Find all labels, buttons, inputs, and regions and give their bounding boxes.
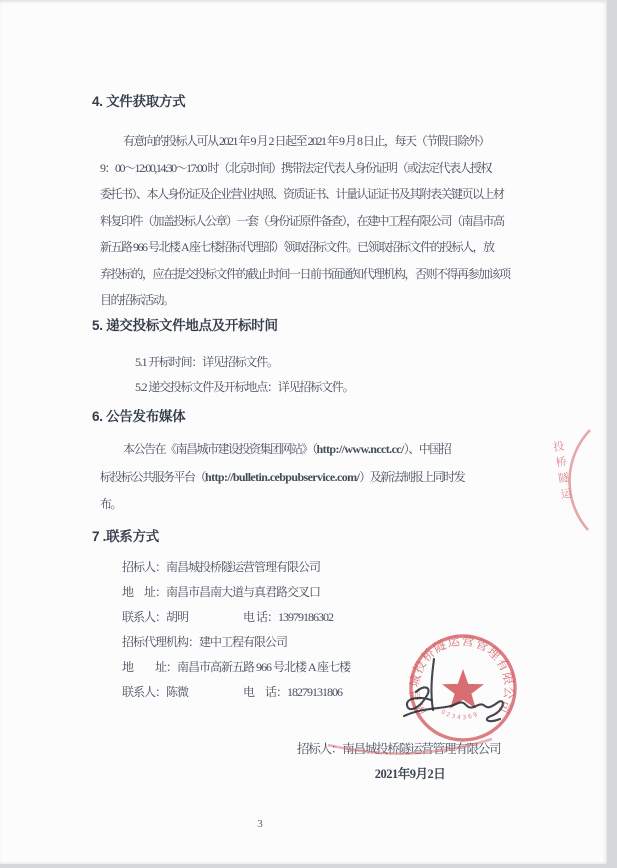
partial-seal-characters: 投桥隧运	[550, 439, 573, 505]
contact-block	[122, 555, 350, 705]
section6-heading: 6. 公告发布媒体	[92, 409, 186, 424]
handwritten-signature	[396, 654, 514, 732]
text-fragment: 本公告在《南昌城市建设投资集团网站》（	[123, 442, 317, 456]
website-url: http://bulletin.cebpubservice.com/	[205, 469, 360, 484]
paragraph-line: 料复印件（加盖投标人公章）一套（身份证原件备查），在建中工程有限公司（南昌市高	[100, 213, 504, 228]
text-fragment: ）及新法制报上同时发	[359, 469, 465, 484]
tenderer-address-line: 地 址：南昌市昌南大道与真君路交叉口	[122, 585, 321, 599]
agency-contact-line: 联系人：陈微 电 话：18279131806	[122, 685, 343, 699]
section4-paragraph	[100, 128, 536, 314]
paragraph-line: 委托书）、本人身份证及企业营业执照、资质证书、计量认证证书及其附表关键页以上材	[100, 187, 504, 201]
website-url: http://www.ncct.cc/	[316, 442, 404, 456]
tenderer-name-line: 招标人：南昌城投桥隧运营管理有限公司	[122, 560, 321, 574]
seal-edge-overlap	[322, 736, 497, 760]
section5-heading: 5. 递交投标文件地点及开标时间	[92, 318, 278, 333]
section4-heading: 4. 文件获取方式	[92, 94, 186, 109]
page-number: 3	[257, 818, 263, 830]
section7-heading: 7 .联系方式	[92, 529, 159, 544]
list-item: 5.1 开标时间：详见招标文件。	[135, 355, 278, 369]
section6-paragraph	[100, 436, 536, 519]
paragraph-line: 弃投标的，应在提交投标文件的截止时间一日前书面通知代理机构，否则不得再参加该项	[100, 266, 510, 281]
paragraph-line	[100, 464, 536, 492]
paragraph-line: 有意向的投标人可从 2021 年 9 月 2 日起至 2021 年 9 月 8 日止，每天（节假日除外）	[123, 134, 490, 148]
paragraph-line: 9：00～12:00,14:30～17:00 时（北京时间）携带法定代表人身份证明（或法定代表人授权	[100, 160, 492, 175]
seal-company-text: 南昌城投桥隧运营管理有限公司	[407, 633, 517, 718]
paragraph-line: 布。	[100, 497, 122, 511]
signoff-date: 2021年9月2日	[374, 767, 446, 781]
agency-address-line: 地 址：南昌市高新五路 966 号北楼 A 座七楼	[122, 660, 351, 674]
text-fragment: ）、中国招	[403, 442, 451, 456]
partial-seal-edge	[543, 414, 607, 554]
section5-items	[135, 350, 353, 399]
signoff-tenderer-line: 招标人：南昌城投桥隧运营管理有限公司	[297, 742, 501, 756]
paragraph-line: 目的招标活动。	[100, 293, 174, 307]
list-item: 5.2 递交投标文件及开标地点：详见招标文件。	[135, 379, 354, 394]
text-fragment: 标投标公共服务平台（	[100, 469, 206, 484]
seal-serial-number: 0234369	[439, 708, 481, 722]
agency-name-line: 招标代理机构：建中工程有限公司	[122, 635, 288, 649]
tenderer-contact-line: 联系人：胡明 电 话：13979186302	[122, 610, 334, 624]
paragraph-line	[100, 436, 536, 464]
paragraph-line: 新五路 966 号北楼 A 座七楼招标代理部）领取招标文件。已领取招标文件的投标人，放	[100, 240, 494, 254]
